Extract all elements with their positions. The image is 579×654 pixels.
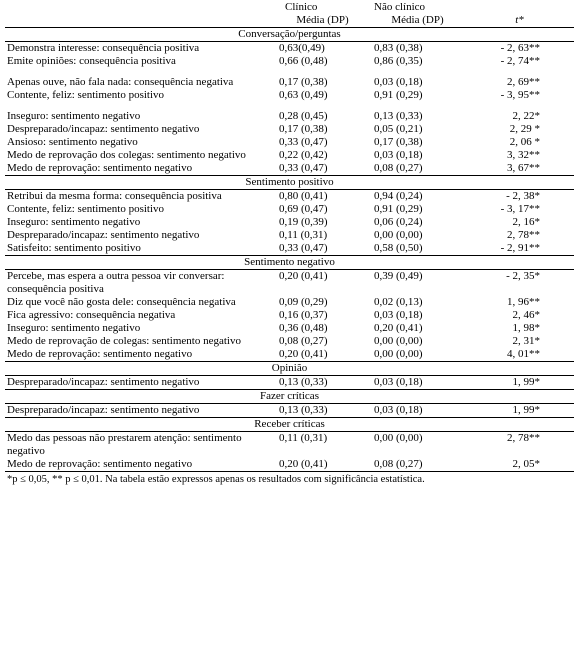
footnote-row bbox=[5, 472, 574, 487]
clinico-mean-sd: 0,08 (0,27) bbox=[279, 335, 328, 347]
t-value: 2, 69** bbox=[507, 76, 540, 88]
row-label: Medo de reprovação: sentimento negativo bbox=[7, 162, 193, 174]
table-row bbox=[5, 42, 574, 56]
nao-clinico-mean-sd: 0,91 (0,29) bbox=[374, 203, 423, 215]
nao-clinico-mean-sd: 0,00 (0,00) bbox=[374, 229, 423, 241]
header-clinico: Clínico bbox=[285, 1, 318, 13]
nao-clinico-mean-sd: 0,94 (0,24) bbox=[374, 190, 423, 202]
table-row bbox=[5, 458, 574, 472]
clinico-mean-sd: 0,11 (0,31) bbox=[279, 229, 328, 241]
clinico-mean-sd: 0,33 (0,47) bbox=[279, 162, 328, 174]
t-value: 3, 32** bbox=[507, 149, 540, 161]
clinico-mean-sd: 0,63(0,49) bbox=[279, 42, 325, 54]
nao-clinico-mean-sd: 0,03 (0,18) bbox=[374, 309, 423, 321]
row-label: Medo de reprovação dos colegas: sentimento negativo bbox=[7, 149, 246, 161]
clinico-mean-sd: 0,28 (0,45) bbox=[279, 110, 328, 122]
row-label: Demonstra interesse: consequência positiva bbox=[7, 42, 200, 54]
row-label: Percebe, mas espera a outra pessoa vir conversar: consequência positiva bbox=[7, 270, 225, 295]
nao-clinico-mean-sd: 0,17 (0,38) bbox=[374, 136, 423, 148]
table-row bbox=[5, 149, 574, 162]
nao-clinico-mean-sd: 0,58 (0,50) bbox=[374, 242, 423, 254]
row-label: Fica agressivo: consequência negativa bbox=[7, 309, 176, 321]
table-row bbox=[5, 229, 574, 242]
clinico-mean-sd: 0,33 (0,47) bbox=[279, 242, 328, 254]
section-title: Sentimento negativo bbox=[5, 256, 574, 270]
table-row bbox=[5, 55, 574, 68]
t-value: - 3, 17** bbox=[500, 203, 540, 215]
row-label: Inseguro: sentimento negativo bbox=[7, 216, 141, 228]
clinico-mean-sd: 0,36 (0,48) bbox=[279, 322, 328, 334]
table-row bbox=[5, 190, 574, 204]
row-label: Medo de reprovação de colegas: sentimento negativo bbox=[7, 335, 241, 347]
nao-clinico-mean-sd: 0,00 (0,00) bbox=[374, 335, 423, 347]
nao-clinico-mean-sd: 0,03 (0,18) bbox=[374, 404, 423, 416]
nao-clinico-mean-sd: 0,03 (0,18) bbox=[374, 149, 423, 161]
row-label: Satisfeito: sentimento positivo bbox=[7, 242, 141, 254]
t-value: 2, 29 * bbox=[509, 123, 540, 135]
section-header bbox=[5, 28, 574, 42]
nao-clinico-mean-sd: 0,20 (0,41) bbox=[374, 322, 423, 334]
nao-clinico-mean-sd: 0,03 (0,18) bbox=[374, 76, 423, 88]
table-row bbox=[5, 322, 574, 335]
t-value: 3, 67** bbox=[507, 162, 540, 174]
clinico-mean-sd: 0,20 (0,41) bbox=[279, 348, 328, 360]
clinico-mean-sd: 0,13 (0,33) bbox=[279, 404, 328, 416]
t-value: - 2, 63** bbox=[500, 42, 540, 54]
table-row bbox=[5, 242, 574, 256]
t-value: - 2, 38* bbox=[506, 190, 540, 202]
header-media-dp-nao-clinico: Média (DP) bbox=[370, 14, 465, 28]
clinico-mean-sd: 0,33 (0,47) bbox=[279, 136, 328, 148]
nao-clinico-mean-sd: 0,08 (0,27) bbox=[374, 162, 423, 174]
t-value: 2, 16* bbox=[512, 216, 540, 228]
section-title: Fazer críticas bbox=[5, 390, 574, 404]
nao-clinico-mean-sd: 0,02 (0,13) bbox=[374, 296, 423, 308]
nao-clinico-mean-sd: 0,03 (0,18) bbox=[374, 376, 423, 388]
t-value: 1, 96** bbox=[507, 296, 540, 308]
table-row bbox=[5, 110, 574, 123]
row-label: Emite opiniões: consequência positiva bbox=[7, 55, 176, 67]
nao-clinico-mean-sd: 0,00 (0,00) bbox=[374, 348, 423, 360]
row-label: Despreparado/incapaz: sentimento negativo bbox=[7, 123, 200, 135]
header-row-2 bbox=[5, 14, 574, 28]
section-title: Sentimento positivo bbox=[5, 176, 574, 190]
clinico-mean-sd: 0,17 (0,38) bbox=[279, 76, 328, 88]
table-row bbox=[5, 123, 574, 136]
row-label: Inseguro: sentimento negativo bbox=[7, 110, 141, 122]
section-title: Receber críticas bbox=[5, 418, 574, 432]
t-value: 1, 98* bbox=[512, 322, 540, 334]
results-table bbox=[5, 0, 574, 486]
t-value: 2, 05* bbox=[512, 458, 540, 470]
section-header bbox=[5, 256, 574, 270]
row-label: Despreparado/incapaz: sentimento negativo bbox=[7, 404, 200, 416]
row-label: Retribui da mesma forma: consequência positiva bbox=[7, 190, 222, 202]
nao-clinico-mean-sd: 0,39 (0,49) bbox=[374, 270, 423, 282]
clinico-mean-sd: 0,63 (0,49) bbox=[279, 89, 328, 101]
table-row bbox=[5, 203, 574, 216]
table-row bbox=[5, 216, 574, 229]
row-label: Contente, feliz: sentimento positivo bbox=[7, 89, 165, 101]
table-row bbox=[5, 270, 574, 297]
t-value: 2, 78** bbox=[507, 229, 540, 241]
table-row bbox=[5, 348, 574, 362]
t-value: - 2, 91** bbox=[500, 242, 540, 254]
t-value: - 3, 95** bbox=[500, 89, 540, 101]
header-media-dp-clinico: Média (DP) bbox=[275, 14, 370, 28]
table-row bbox=[5, 335, 574, 348]
clinico-mean-sd: 0,69 (0,47) bbox=[279, 203, 328, 215]
clinico-mean-sd: 0,20 (0,41) bbox=[279, 270, 328, 282]
table-row bbox=[5, 296, 574, 309]
t-value: 2, 22* bbox=[512, 110, 540, 122]
nao-clinico-mean-sd: 0,00 (0,00) bbox=[374, 432, 423, 444]
table-row bbox=[5, 89, 574, 102]
t-value: 1, 99* bbox=[512, 404, 540, 416]
t-value: 2, 31* bbox=[512, 335, 540, 347]
clinico-mean-sd: 0,20 (0,41) bbox=[279, 458, 328, 470]
section-header bbox=[5, 362, 574, 376]
row-label: Despreparado/incapaz: sentimento negativo bbox=[7, 376, 200, 388]
clinico-mean-sd: 0,22 (0,42) bbox=[279, 149, 328, 161]
clinico-mean-sd: 0,19 (0,39) bbox=[279, 216, 328, 228]
clinico-mean-sd: 0,80 (0,41) bbox=[279, 190, 328, 202]
section-header bbox=[5, 176, 574, 190]
nao-clinico-mean-sd: 0,08 (0,27) bbox=[374, 458, 423, 470]
row-label: Contente, feliz: sentimento positivo bbox=[7, 203, 165, 215]
table-row bbox=[5, 309, 574, 322]
section-header bbox=[5, 418, 574, 432]
row-label: Apenas ouve, não fala nada: consequência negativa bbox=[7, 76, 234, 88]
t-value: 2, 78** bbox=[507, 432, 540, 444]
table-row bbox=[5, 376, 574, 390]
nao-clinico-mean-sd: 0,83 (0,38) bbox=[374, 42, 423, 54]
clinico-mean-sd: 0,16 (0,37) bbox=[279, 309, 328, 321]
row-label: Medo das pessoas não prestarem atenção: sentimento negativo bbox=[7, 432, 242, 457]
table-body bbox=[5, 28, 574, 472]
section-title: Opinião bbox=[5, 362, 574, 376]
row-label: Ansioso: sentimento negativo bbox=[7, 136, 138, 148]
clinico-mean-sd: 0,11 (0,31) bbox=[279, 432, 328, 444]
clinico-mean-sd: 0,09 (0,29) bbox=[279, 296, 328, 308]
row-label: Inseguro: sentimento negativo bbox=[7, 322, 141, 334]
nao-clinico-mean-sd: 0,91 (0,29) bbox=[374, 89, 423, 101]
table-row bbox=[5, 76, 574, 89]
row-spacer bbox=[5, 102, 574, 110]
t-value: 4, 01** bbox=[507, 348, 540, 360]
section-header bbox=[5, 390, 574, 404]
t-value: 1, 99* bbox=[512, 376, 540, 388]
t-value: - 2, 74** bbox=[500, 55, 540, 67]
clinico-mean-sd: 0,17 (0,38) bbox=[279, 123, 328, 135]
table-row bbox=[5, 432, 574, 459]
section-title: Conversação/perguntas bbox=[5, 28, 574, 42]
table-row bbox=[5, 404, 574, 418]
header-t-statistic: t* bbox=[465, 14, 574, 28]
clinico-mean-sd: 0,13 (0,33) bbox=[279, 376, 328, 388]
table-row bbox=[5, 136, 574, 149]
row-label: Despreparado/incapaz: sentimento negativo bbox=[7, 229, 200, 241]
row-label: Medo de reprovação: sentimento negativo bbox=[7, 348, 193, 360]
header-row-1 bbox=[5, 0, 574, 14]
footnote: *p ≤ 0,05, ** p ≤ 0,01. Na tabela estão expressos apenas os resultados com significância estatística. bbox=[5, 472, 574, 487]
t-value: 2, 46* bbox=[512, 309, 540, 321]
nao-clinico-mean-sd: 0,06 (0,24) bbox=[374, 216, 423, 228]
row-label: Diz que você não gosta dele: consequência negativa bbox=[7, 296, 236, 308]
nao-clinico-mean-sd: 0,05 (0,21) bbox=[374, 123, 423, 135]
row-label: Medo de reprovação: sentimento negativo bbox=[7, 458, 193, 470]
clinico-mean-sd: 0,66 (0,48) bbox=[279, 55, 328, 67]
header-nao-clinico: Não clínico bbox=[374, 1, 426, 13]
nao-clinico-mean-sd: 0,13 (0,33) bbox=[374, 110, 423, 122]
table-row bbox=[5, 162, 574, 176]
t-value: 2, 06 * bbox=[509, 136, 540, 148]
t-value: - 2, 35* bbox=[506, 270, 540, 282]
nao-clinico-mean-sd: 0,86 (0,35) bbox=[374, 55, 423, 67]
row-spacer bbox=[5, 68, 574, 76]
